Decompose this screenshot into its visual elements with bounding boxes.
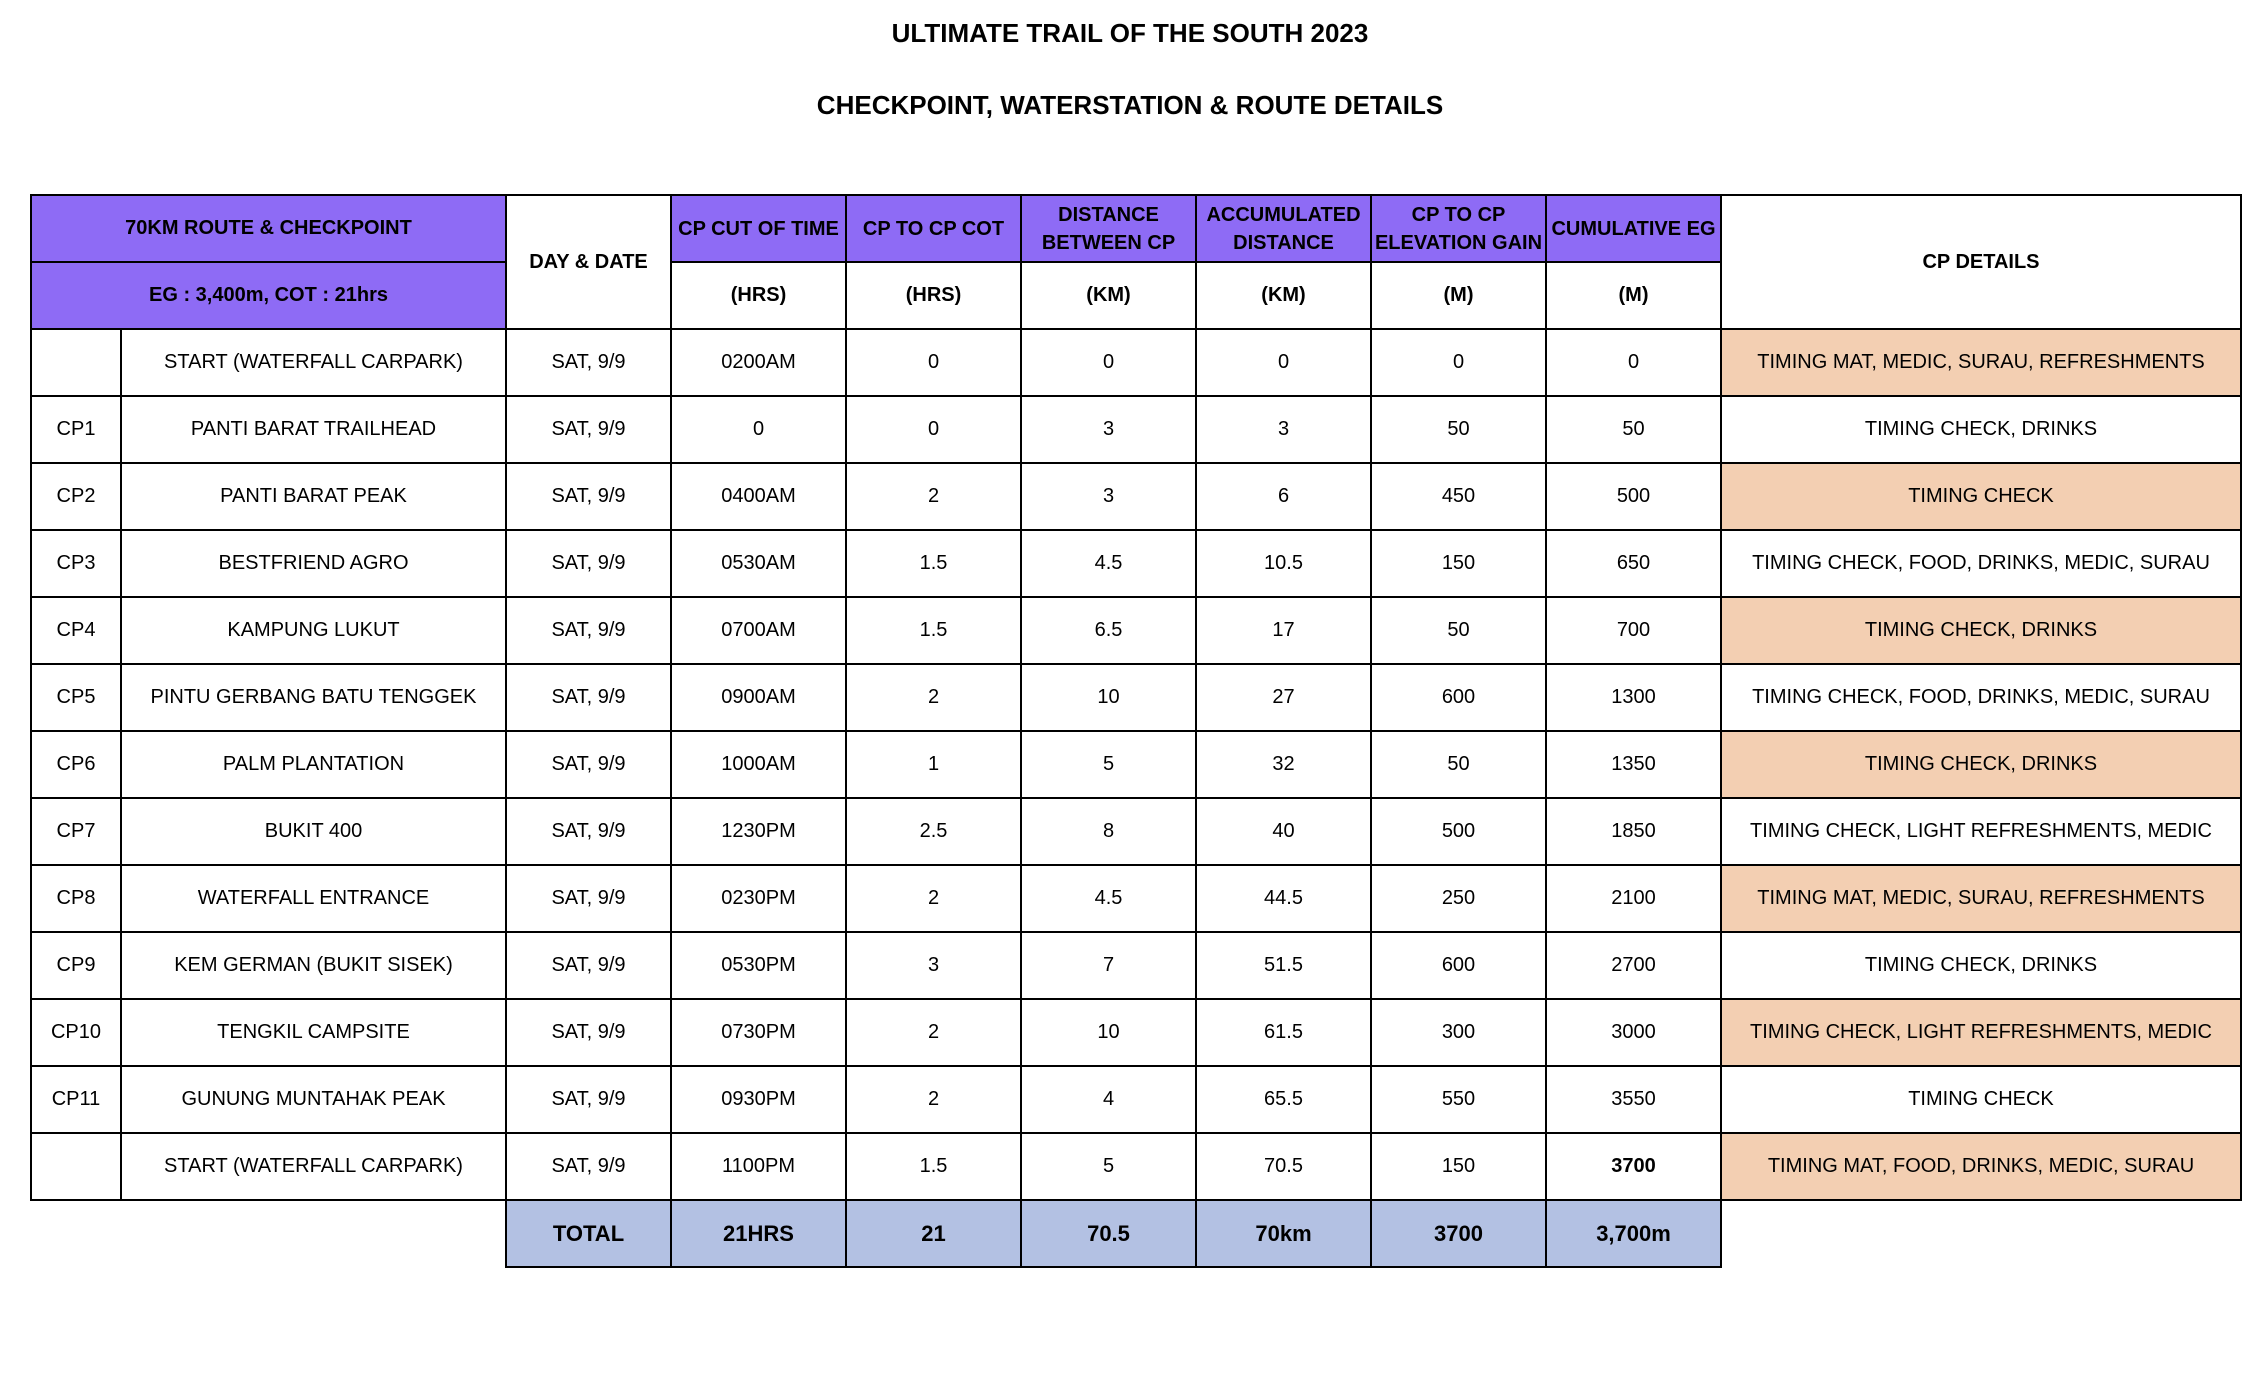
elevation-gain: 550	[1371, 1066, 1546, 1133]
cp-details: TIMING MAT, MEDIC, SURAU, REFRESHMENTS	[1721, 865, 2241, 932]
cut-off-time: 0400AM	[671, 463, 846, 530]
day-date: SAT, 9/9	[506, 396, 671, 463]
day-date: SAT, 9/9	[506, 999, 671, 1066]
accumulated-distance-header: ACCUMULATED DISTANCE	[1196, 195, 1371, 262]
cut-off-time: 0730PM	[671, 999, 846, 1066]
day-date-header: DAY & DATE	[506, 195, 671, 329]
cp-code: CP5	[31, 664, 121, 731]
cp-code: CP11	[31, 1066, 121, 1133]
table-row	[31, 865, 2241, 932]
cumulative-eg: 50	[1546, 396, 1721, 463]
elevation-gain: 0	[1371, 329, 1546, 396]
distance-between: 3	[1021, 463, 1196, 530]
cut-off-time: 1230PM	[671, 798, 846, 865]
accumulated-distance: 65.5	[1196, 1066, 1371, 1133]
day-date: SAT, 9/9	[506, 932, 671, 999]
cp-to-cp-cot: 2	[846, 664, 1021, 731]
cp-name: START (WATERFALL CARPARK)	[121, 329, 506, 396]
distance-between: 3	[1021, 396, 1196, 463]
cut-off-time: 0530AM	[671, 530, 846, 597]
elevation-gain: 250	[1371, 865, 1546, 932]
unit-label: (M)	[1546, 262, 1721, 329]
elevation-gain: 150	[1371, 530, 1546, 597]
table-row	[31, 1066, 2241, 1133]
cp-details: TIMING CHECK, FOOD, DRINKS, MEDIC, SURAU	[1721, 530, 2241, 597]
table-row	[31, 329, 2241, 396]
unit-label: (HRS)	[846, 262, 1021, 329]
cp-to-cp-cot: 2	[846, 999, 1021, 1066]
cp-code: CP1	[31, 396, 121, 463]
cp-details: TIMING CHECK, DRINKS	[1721, 597, 2241, 664]
distance-between: 10	[1021, 664, 1196, 731]
table-row	[31, 1133, 2241, 1200]
cumulative-eg: 2700	[1546, 932, 1721, 999]
accumulated-distance: 44.5	[1196, 865, 1371, 932]
cp-code	[31, 1133, 121, 1200]
total-cumulative-eg: 3,700m	[1546, 1200, 1721, 1267]
table-row	[31, 999, 2241, 1066]
cumulative-eg: 500	[1546, 463, 1721, 530]
elevation-gain: 50	[1371, 396, 1546, 463]
cp-details: TIMING CHECK, DRINKS	[1721, 731, 2241, 798]
cumulative-eg: 650	[1546, 530, 1721, 597]
distance-between: 5	[1021, 1133, 1196, 1200]
distance-between: 5	[1021, 731, 1196, 798]
cp-code: CP7	[31, 798, 121, 865]
cumulative-eg: 3700	[1546, 1133, 1721, 1200]
cumulative-eg: 2100	[1546, 865, 1721, 932]
elevation-gain: 50	[1371, 731, 1546, 798]
cp-details: TIMING CHECK, LIGHT REFRESHMENTS, MEDIC	[1721, 999, 2241, 1066]
total-distance: 70.5	[1021, 1200, 1196, 1267]
cp-name: TENGKIL CAMPSITE	[121, 999, 506, 1066]
page-subtitle: CHECKPOINT, WATERSTATION & ROUTE DETAILS	[816, 90, 1444, 120]
accumulated-distance: 10.5	[1196, 530, 1371, 597]
cumulative-eg-header: CUMULATIVE EG	[1546, 195, 1721, 262]
day-date: SAT, 9/9	[506, 865, 671, 932]
cp-name: PINTU GERBANG BATU TENGGEK	[121, 664, 506, 731]
elevation-gain: 50	[1371, 597, 1546, 664]
distance-between: 6.5	[1021, 597, 1196, 664]
cut-off-time: 0230PM	[671, 865, 846, 932]
page-title: ULTIMATE TRAIL OF THE SOUTH 2023	[891, 18, 1369, 48]
unit-label: (HRS)	[671, 262, 846, 329]
cut-off-time: 1000AM	[671, 731, 846, 798]
elevation-gain: 600	[1371, 664, 1546, 731]
route-subtitle: EG : 3,400m, COT : 21hrs	[31, 262, 506, 329]
cp-to-cp-cot: 2.5	[846, 798, 1021, 865]
cp-details: TIMING MAT, MEDIC, SURAU, REFRESHMENTS	[1721, 329, 2241, 396]
accumulated-distance: 3	[1196, 396, 1371, 463]
cp-name: KEM GERMAN (BUKIT SISEK)	[121, 932, 506, 999]
cp-to-cp-cot: 3	[846, 932, 1021, 999]
cp-name: PALM PLANTATION	[121, 731, 506, 798]
cumulative-eg: 1850	[1546, 798, 1721, 865]
blank-cell	[31, 1200, 506, 1267]
cp-details: TIMING CHECK, DRINKS	[1721, 932, 2241, 999]
accumulated-distance: 32	[1196, 731, 1371, 798]
cp-details: TIMING MAT, FOOD, DRINKS, MEDIC, SURAU	[1721, 1133, 2241, 1200]
cp-details: TIMING CHECK	[1721, 1066, 2241, 1133]
cp-details: TIMING CHECK, LIGHT REFRESHMENTS, MEDIC	[1721, 798, 2241, 865]
day-date: SAT, 9/9	[506, 1133, 671, 1200]
elevation-gain-header: CP TO CP ELEVATION GAIN	[1371, 195, 1546, 262]
cut-off-time: 0	[671, 396, 846, 463]
cp-to-cp-cot: 2	[846, 1066, 1021, 1133]
distance-between: 0	[1021, 329, 1196, 396]
cp-name: GUNUNG MUNTAHAK PEAK	[121, 1066, 506, 1133]
cumulative-eg: 1350	[1546, 731, 1721, 798]
elevation-gain: 150	[1371, 1133, 1546, 1200]
cp-name: START (WATERFALL CARPARK)	[121, 1133, 506, 1200]
distance-between: 4.5	[1021, 530, 1196, 597]
cut-off-time: 1100PM	[671, 1133, 846, 1200]
unit-label: (KM)	[1021, 262, 1196, 329]
cp-code: CP6	[31, 731, 121, 798]
cp-name: BUKIT 400	[121, 798, 506, 865]
cp-details: TIMING CHECK, DRINKS	[1721, 396, 2241, 463]
accumulated-distance: 6	[1196, 463, 1371, 530]
header-row-1	[31, 195, 2241, 262]
cp-to-cp-cot: 1	[846, 731, 1021, 798]
day-date: SAT, 9/9	[506, 329, 671, 396]
accumulated-distance: 61.5	[1196, 999, 1371, 1066]
cp-to-cp-cot: 2	[846, 865, 1021, 932]
cp-to-cp-cot: 0	[846, 329, 1021, 396]
cut-off-header: CP CUT OF TIME	[671, 195, 846, 262]
elevation-gain: 300	[1371, 999, 1546, 1066]
cp-code: CP4	[31, 597, 121, 664]
day-date: SAT, 9/9	[506, 798, 671, 865]
cp-code: CP2	[31, 463, 121, 530]
cp-to-cp-cot: 0	[846, 396, 1021, 463]
total-cut-off: 21HRS	[671, 1200, 846, 1267]
cp-name: WATERFALL ENTRANCE	[121, 865, 506, 932]
cumulative-eg: 700	[1546, 597, 1721, 664]
cp-to-cp-cot: 1.5	[846, 530, 1021, 597]
cumulative-eg: 0	[1546, 329, 1721, 396]
cut-off-time: 0900AM	[671, 664, 846, 731]
cp-name: PANTI BARAT TRAILHEAD	[121, 396, 506, 463]
blank-cell	[1721, 1200, 2241, 1267]
cp-details: TIMING CHECK, FOOD, DRINKS, MEDIC, SURAU	[1721, 664, 2241, 731]
cut-off-time: 0530PM	[671, 932, 846, 999]
distance-between: 4	[1021, 1066, 1196, 1133]
distance-between-header: DISTANCE BETWEEN CP	[1021, 195, 1196, 262]
table-row	[31, 463, 2241, 530]
cp-name: BESTFRIEND AGRO	[121, 530, 506, 597]
accumulated-distance: 51.5	[1196, 932, 1371, 999]
accumulated-distance: 70.5	[1196, 1133, 1371, 1200]
cut-off-time: 0200AM	[671, 329, 846, 396]
day-date: SAT, 9/9	[506, 1066, 671, 1133]
distance-between: 8	[1021, 798, 1196, 865]
elevation-gain: 450	[1371, 463, 1546, 530]
day-date: SAT, 9/9	[506, 463, 671, 530]
distance-between: 7	[1021, 932, 1196, 999]
cp-code	[31, 329, 121, 396]
table-row	[31, 664, 2241, 731]
cumulative-eg: 3000	[1546, 999, 1721, 1066]
elevation-gain: 600	[1371, 932, 1546, 999]
unit-label: (M)	[1371, 262, 1546, 329]
total-row	[31, 1200, 2241, 1267]
day-date: SAT, 9/9	[506, 530, 671, 597]
cp-code: CP3	[31, 530, 121, 597]
checkpoint-table	[30, 194, 2242, 1268]
cut-off-time: 0930PM	[671, 1066, 846, 1133]
cp-code: CP8	[31, 865, 121, 932]
cp-code: CP10	[31, 999, 121, 1066]
accumulated-distance: 17	[1196, 597, 1371, 664]
distance-between: 4.5	[1021, 865, 1196, 932]
table-row	[31, 597, 2241, 664]
cp-code: CP9	[31, 932, 121, 999]
table-row	[31, 798, 2241, 865]
cp-to-cp-cot: 1.5	[846, 597, 1021, 664]
cumulative-eg: 3550	[1546, 1066, 1721, 1133]
cp-details-header: CP DETAILS	[1721, 195, 2241, 329]
cp-name: KAMPUNG LUKUT	[121, 597, 506, 664]
total-accumulated: 70km	[1196, 1200, 1371, 1267]
accumulated-distance: 27	[1196, 664, 1371, 731]
accumulated-distance: 0	[1196, 329, 1371, 396]
table-row	[31, 731, 2241, 798]
cut-off-time: 0700AM	[671, 597, 846, 664]
day-date: SAT, 9/9	[506, 731, 671, 798]
unit-label: (KM)	[1196, 262, 1371, 329]
cumulative-eg: 1300	[1546, 664, 1721, 731]
total-label: TOTAL	[506, 1200, 671, 1267]
table-row	[31, 932, 2241, 999]
cp-name: PANTI BARAT PEAK	[121, 463, 506, 530]
total-cot: 21	[846, 1200, 1021, 1267]
elevation-gain: 500	[1371, 798, 1546, 865]
cp-to-cp-cot-header: CP TO CP COT	[846, 195, 1021, 262]
table-row	[31, 530, 2241, 597]
day-date: SAT, 9/9	[506, 664, 671, 731]
accumulated-distance: 40	[1196, 798, 1371, 865]
total-elevation-gain: 3700	[1371, 1200, 1546, 1267]
route-title: 70KM ROUTE & CHECKPOINT	[31, 195, 506, 262]
distance-between: 10	[1021, 999, 1196, 1066]
table-row	[31, 396, 2241, 463]
day-date: SAT, 9/9	[506, 597, 671, 664]
cp-details: TIMING CHECK	[1721, 463, 2241, 530]
cp-to-cp-cot: 1.5	[846, 1133, 1021, 1200]
cp-to-cp-cot: 2	[846, 463, 1021, 530]
